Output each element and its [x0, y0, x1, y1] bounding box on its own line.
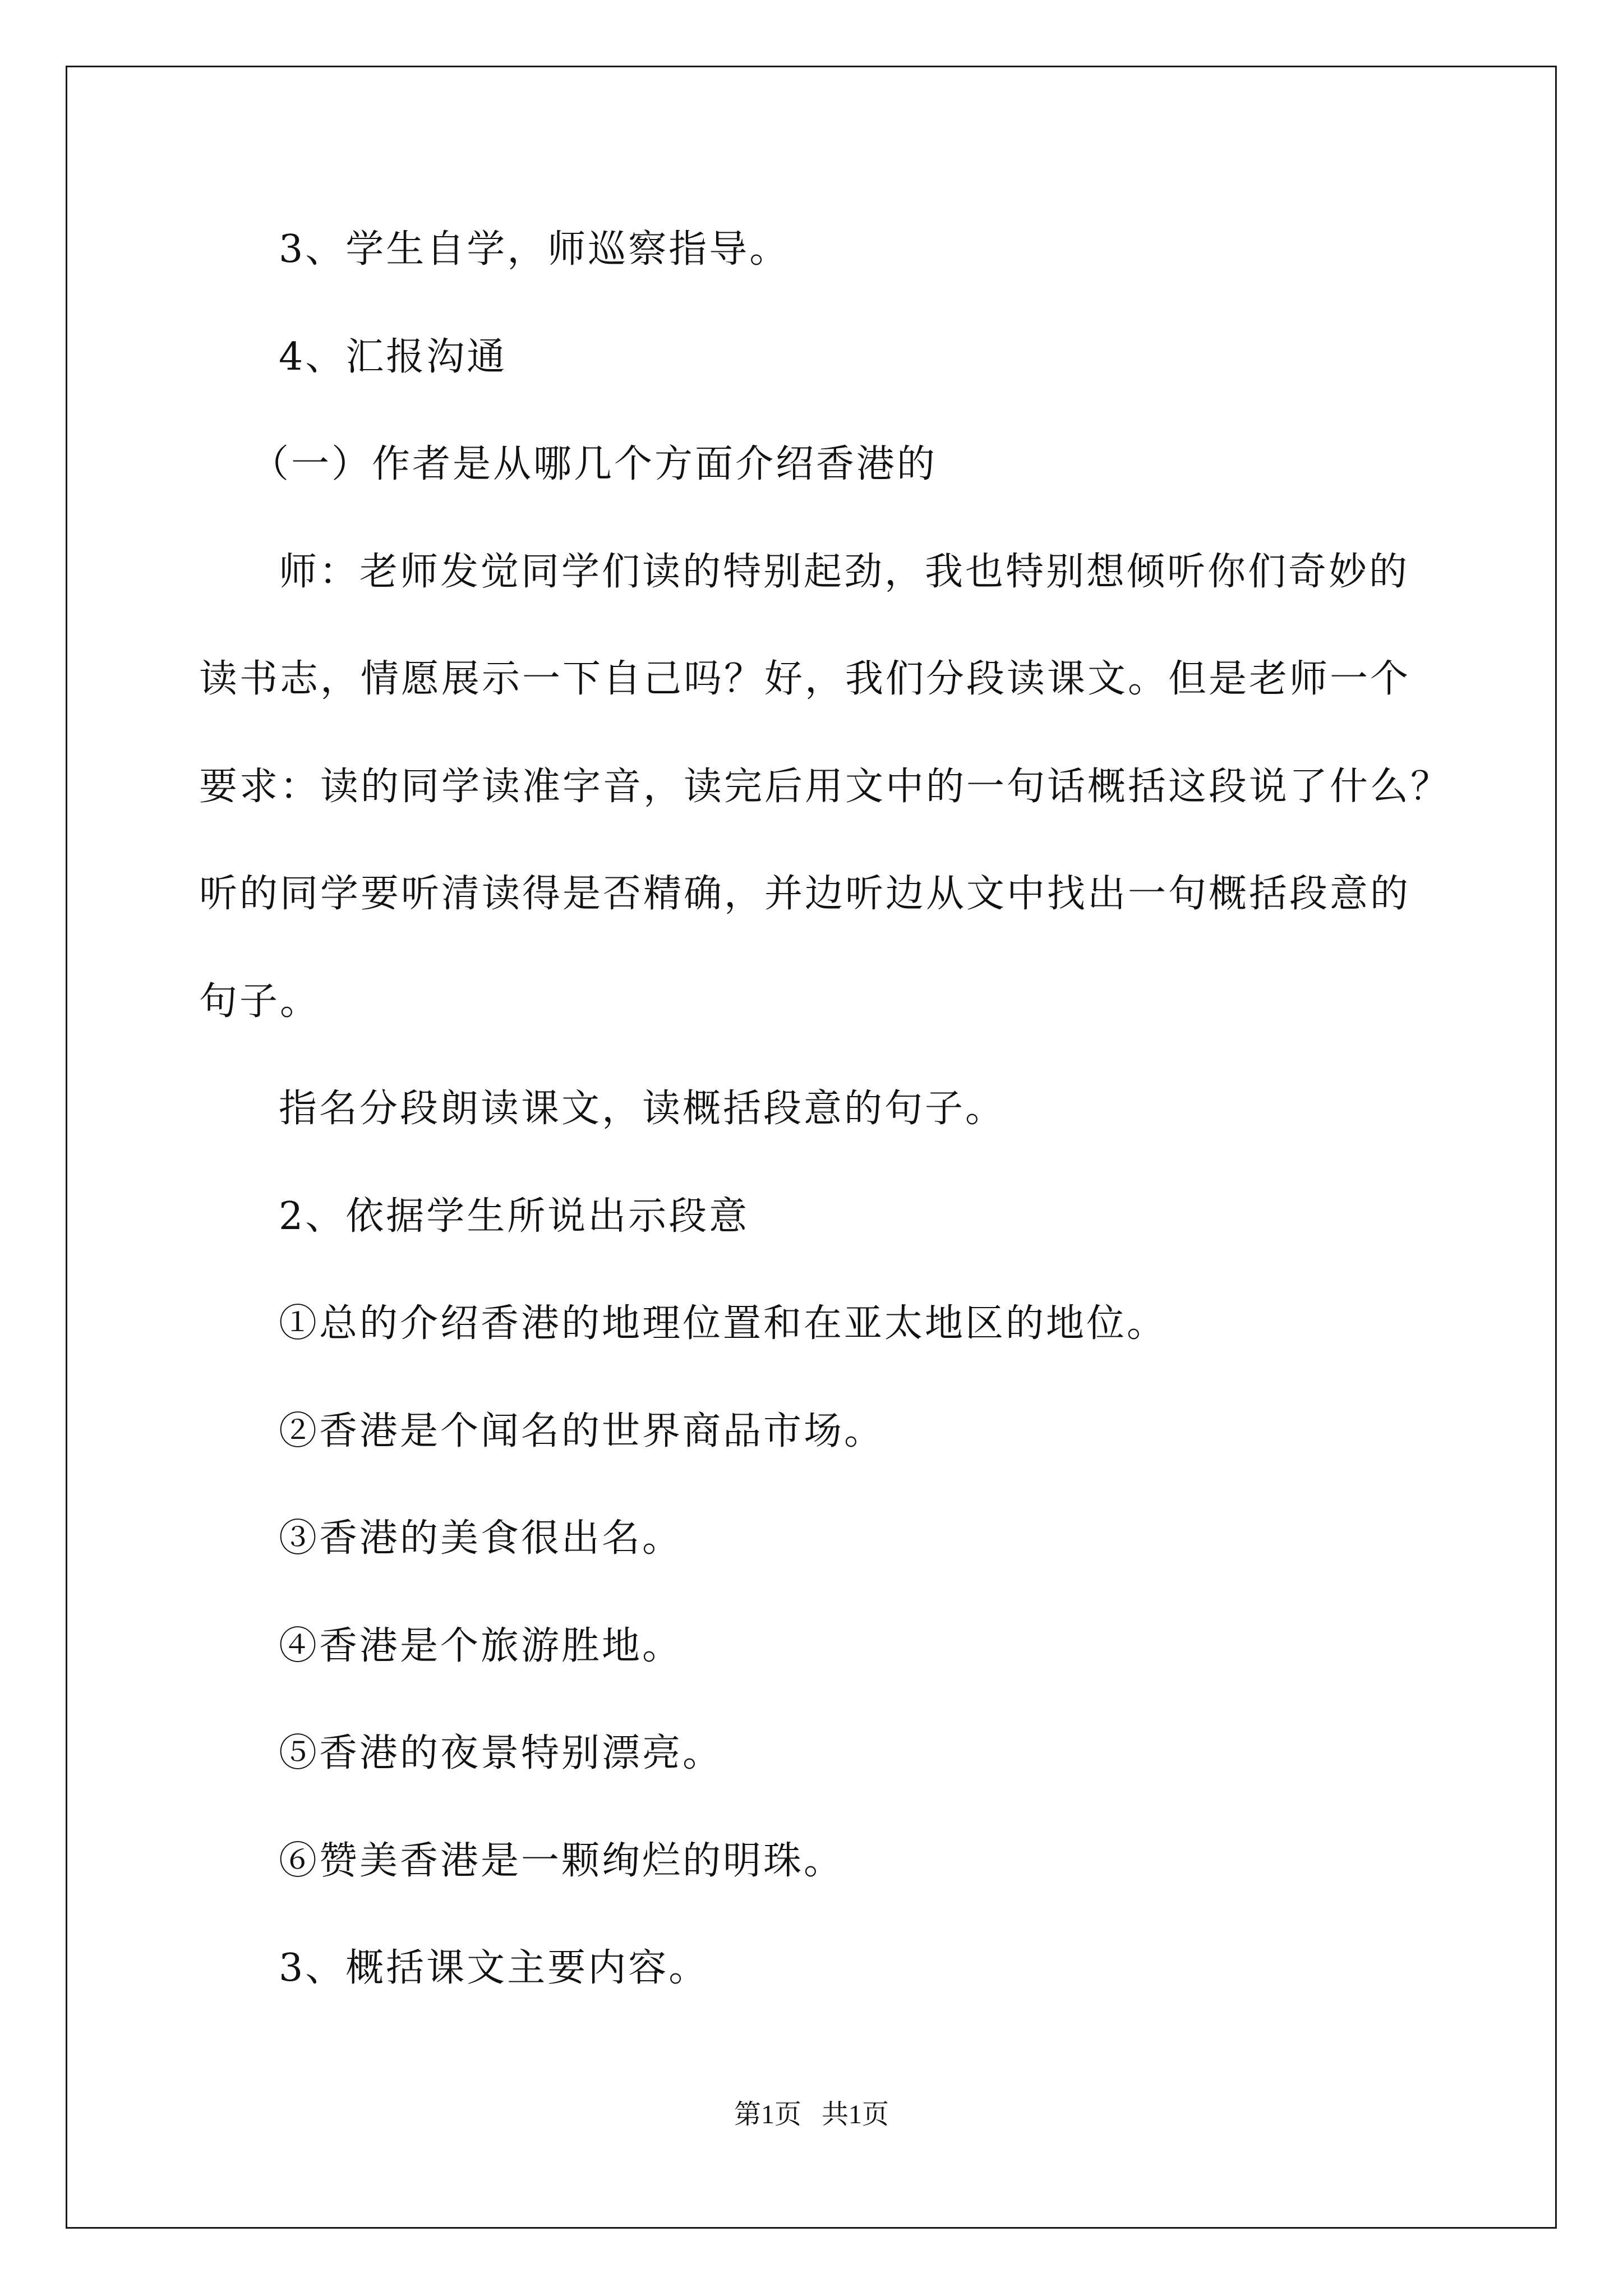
paragraph-line: ③香港的美食很出名。: [279, 1516, 683, 1561]
paragraph-line: 读书志，情愿展示一下自己吗？好，我们分段读课文。但是老师一个: [199, 657, 1411, 701]
page-border: [66, 66, 1557, 2229]
paragraph-line: 3、概括课文主要内容。: [279, 1946, 709, 1990]
paragraph-line: 3、学生自学，师巡察指导。: [279, 227, 790, 272]
paragraph-line: 听的同学要听清读得是否精确，并边听边从文中找出一句概括段意的: [199, 872, 1411, 916]
paragraph-line: ②香港是个闻名的世界商品市场。: [279, 1409, 885, 1453]
paragraph-line: 要求：读的同学读准字音，读完后用文中的一句话概括这段说了什么？: [199, 765, 1451, 809]
paragraph-line: 指名分段朗读课文，读概括段意的句子。: [279, 1087, 1006, 1131]
page-number-footer: 第1页 共1页: [734, 2100, 889, 2129]
paragraph-line: ⑤香港的夜景特别漂亮。: [279, 1731, 723, 1775]
paragraph-line: ⑥赞美香港是一颗绚烂的明珠。: [279, 1839, 845, 1883]
paragraph-line: 2、依据学生所说出示段意: [279, 1194, 750, 1239]
paragraph-line: ④香港是个旅游胜地。: [279, 1624, 683, 1668]
paragraph-line: ①总的介绍香港的地理位置和在亚太地区的地位。: [279, 1301, 1168, 1346]
paragraph-line: 句子。: [199, 979, 321, 1024]
paragraph-line: 4、汇报沟通: [279, 335, 508, 379]
paragraph-line: （一）作者是从哪几个方面介绍香港的: [251, 442, 938, 486]
paragraph-line: 师：老师发觉同学们读的特别起劲，我也特别想倾听你们奇妙的: [279, 550, 1410, 594]
